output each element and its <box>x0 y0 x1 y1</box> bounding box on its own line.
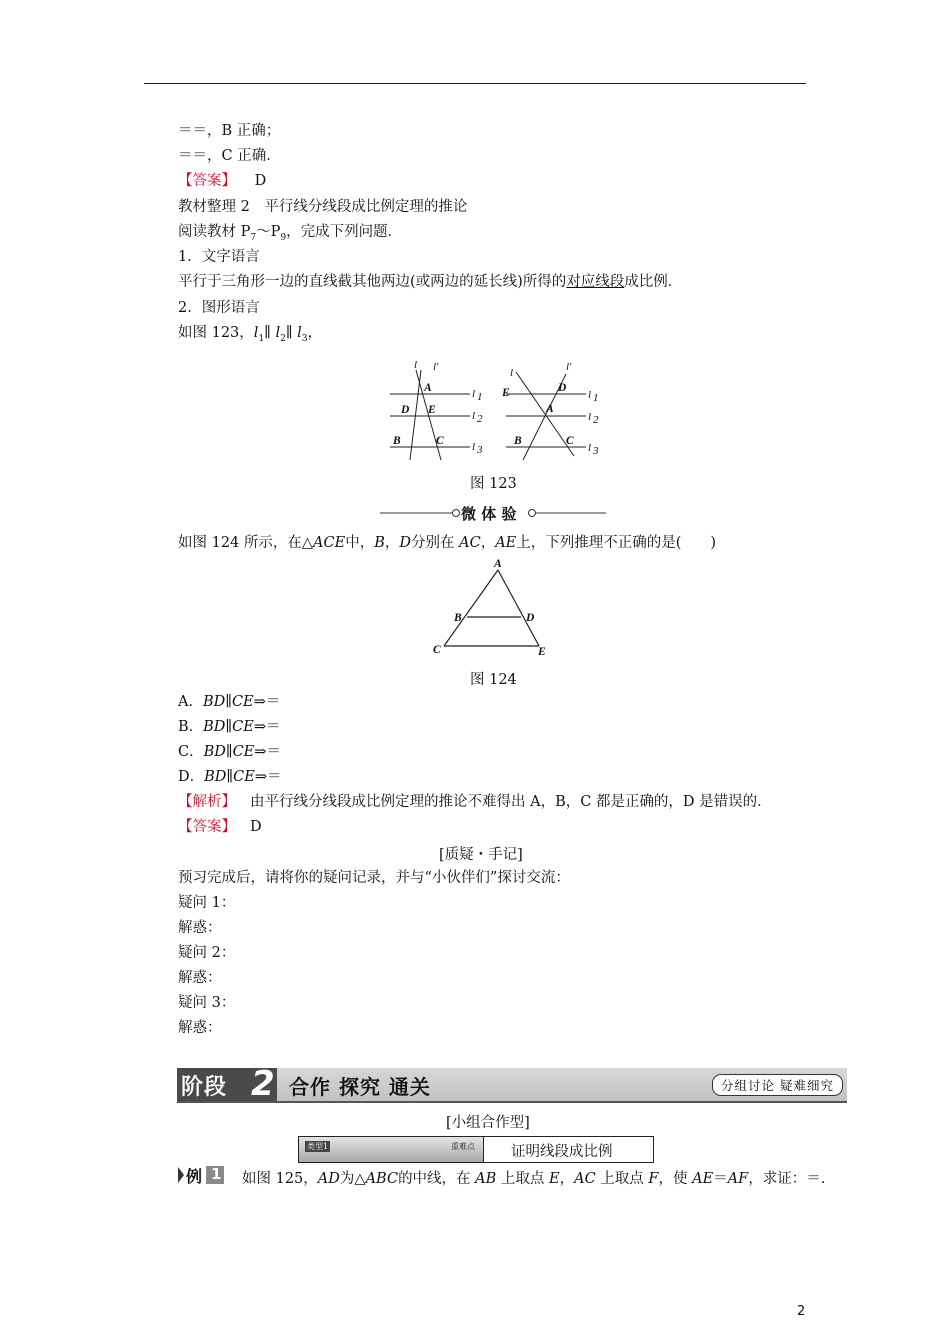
ex-part: F <box>648 1171 659 1187</box>
fig-label: l <box>472 410 476 422</box>
fig-label: l <box>472 388 476 400</box>
fig-label: D <box>558 382 567 394</box>
stage-number: 2 <box>251 1064 275 1104</box>
fig-label: E <box>428 404 436 416</box>
type-box-separator <box>483 1137 484 1162</box>
option-a[interactable] <box>178 692 280 712</box>
fig-label: l <box>414 359 418 371</box>
item2-title: 2．图形语言 <box>178 300 260 316</box>
fig-label-c: C <box>433 644 441 656</box>
q-part: B <box>374 535 385 551</box>
fig-label: 3 <box>477 444 483 456</box>
notes-intro: 预习完成后，请将你的疑问记录，并与“小伙伴们”探讨交流： <box>178 870 570 886</box>
option-expr: BD∥CE <box>202 694 254 710</box>
example-badge-num: 1 <box>211 1165 222 1183</box>
ex-part: AB <box>475 1171 497 1187</box>
option-letter: D． <box>178 769 205 785</box>
fig-label: B <box>393 435 401 447</box>
figure-124 <box>428 556 558 660</box>
figure-124-caption: 图 124 <box>470 672 517 688</box>
option-letter: A． <box>178 694 203 710</box>
fig-label-d: D <box>526 612 535 624</box>
ex-part: AE <box>692 1171 714 1187</box>
fig-label: l <box>588 411 592 423</box>
figure-123-caption: 图 123 <box>470 476 517 492</box>
item1-text-a: 平行于三角形一边的直线截其他两边(或两边的延长线)所得的 <box>178 274 567 290</box>
l1-sub: 1 <box>258 333 265 344</box>
type-label: 类型1 <box>307 1142 329 1151</box>
answer-2-label: 解惑： <box>178 970 222 986</box>
stage-banner-dark <box>177 1064 277 1104</box>
ex-part: AD <box>317 1171 340 1187</box>
read-task <box>178 222 402 248</box>
q-part: AE <box>495 535 517 551</box>
stage-title: 合作 探究 通关 <box>289 1075 431 1099</box>
option-arrow: ⇒＝ <box>254 769 282 785</box>
option-d[interactable] <box>178 767 281 787</box>
type-text: 证明线段成比例 <box>511 1144 613 1160</box>
ex-part: ，求证：＝. <box>748 1171 826 1187</box>
figure-123 <box>388 356 608 466</box>
page-number: 2 <box>797 1304 806 1319</box>
read-task-sub2: 9 <box>280 232 287 243</box>
fig-label: 1 <box>477 391 483 403</box>
question-2-label: 疑问 2： <box>178 945 236 961</box>
item1-underlined: 对应线段 <box>566 274 625 290</box>
option-letter: C． <box>178 744 204 760</box>
stage-label: 阶段 <box>181 1075 228 1100</box>
fig-label: 2 <box>593 414 599 426</box>
fig-label: l <box>588 442 592 454</box>
stage-tag: 分组讨论 疑难细究 <box>712 1074 843 1096</box>
parallel-sign: ∥ <box>264 325 271 341</box>
answer-tag: 【答案】 <box>178 173 236 189</box>
answer-line <box>178 817 262 837</box>
option-expr: BD∥CE <box>204 769 255 785</box>
l3-sub: 3 <box>301 333 308 344</box>
read-task-sub1: 7 <box>250 232 257 243</box>
example-badge-text: 例 <box>186 1167 203 1186</box>
answer-3-label: 解惑： <box>178 1020 222 1036</box>
weitiyan-title: 微 体 验 <box>461 505 517 523</box>
ex-part: AC <box>574 1171 596 1187</box>
side-ae <box>498 570 539 646</box>
answer-value: D <box>250 819 262 835</box>
option-letter: B． <box>178 719 204 735</box>
fig-label: D <box>401 404 410 416</box>
q-part: 分别在 <box>411 535 460 551</box>
analysis-text: 由平行线分线段成比例定理的推论不难得出 A，B，C 都是正确的，D 是错误的． <box>250 794 772 810</box>
section-title: 教材整理 2 平行线分线段成比例定理的推论 <box>178 199 468 215</box>
item1-text <box>178 272 682 292</box>
l1-symbol: l <box>253 325 259 341</box>
fig-label: E <box>502 387 510 399</box>
ex-part: E <box>549 1171 560 1187</box>
read-task-a: 阅读教材 P <box>178 224 251 240</box>
q-part: 如图 124 所示，在△ <box>178 535 314 551</box>
ex-part: 的中线，在 <box>398 1171 476 1187</box>
ex-part: 上取点 <box>595 1171 649 1187</box>
answer-1-label: 解惑： <box>178 920 222 936</box>
stage-banner <box>177 1064 847 1104</box>
fig-label: l′ <box>566 361 572 373</box>
item1-title: 1．文字语言 <box>178 249 260 265</box>
option-arrow: ⇒＝ <box>253 694 281 710</box>
fig-label: C <box>566 435 574 447</box>
fig-label: l <box>472 441 476 453</box>
l3-symbol: l <box>297 325 302 341</box>
ex-part: ＝ <box>713 1171 728 1187</box>
item2-text-a: 如图 123， <box>178 325 254 341</box>
question-3-label: 疑问 3： <box>178 995 236 1011</box>
side-ac <box>444 570 498 646</box>
fig-label: A <box>546 403 554 415</box>
fig-label: l <box>588 389 592 401</box>
analysis-line <box>178 792 772 812</box>
ex-part: 为△ <box>339 1171 366 1187</box>
fig-label-a: A <box>494 558 502 570</box>
fig-label: A <box>424 382 432 394</box>
fig-label-b: B <box>454 612 462 624</box>
header-rule <box>144 83 806 84</box>
ex-part: ABC <box>365 1171 399 1187</box>
question-1-label: 疑问 1： <box>178 895 236 911</box>
q-part: D <box>399 535 411 551</box>
example-text <box>242 1167 825 1188</box>
fig-label: l′ <box>433 361 439 373</box>
item2-text-end: ， <box>307 325 323 341</box>
answer-value: D <box>254 173 267 189</box>
answer-line <box>178 171 266 191</box>
parallel-sign: ∥ <box>285 325 293 341</box>
option-arrow: ⇒＝ <box>254 744 281 760</box>
q-part: 上，下列推理不正确的是( ) <box>516 535 717 551</box>
fig-label: B <box>514 435 522 447</box>
fig-label: 1 <box>593 392 599 404</box>
item2-text <box>178 323 322 349</box>
q-part: AC <box>459 535 481 551</box>
l2-symbol: l <box>275 325 281 341</box>
ex-part: ，使 <box>658 1171 693 1187</box>
question-text <box>178 533 716 553</box>
read-task-mid: ～P <box>256 224 281 240</box>
analysis-tag: 【解析】 <box>178 794 236 810</box>
fig-label: C <box>436 435 444 447</box>
item1-text-b: 成比例． <box>624 274 683 290</box>
option-b[interactable] <box>178 717 280 737</box>
q-part: 中， <box>345 535 375 551</box>
option-expr: BD∥CE <box>203 744 255 760</box>
l2-sub: 2 <box>280 333 286 344</box>
group-title: [小组合作型] <box>446 1115 530 1131</box>
fig-label: 3 <box>593 445 599 457</box>
type-box <box>298 1136 654 1163</box>
type-box-gray <box>299 1137 483 1162</box>
fig-label: 2 <box>477 413 483 425</box>
ex-part: ， <box>559 1171 575 1187</box>
ex-part: AF <box>727 1171 749 1187</box>
ex-part: 如图 125， <box>242 1171 318 1187</box>
ex-part: 上取点 <box>496 1171 550 1187</box>
q-part: ， <box>384 535 400 551</box>
fig-label-e: E <box>538 646 546 658</box>
fig-label: l <box>510 367 514 379</box>
type-label-2: 重难点 <box>451 1142 475 1151</box>
text-line: ＝＝，B 正确； <box>178 123 281 139</box>
text-line: ＝＝，C 正确． <box>178 148 281 164</box>
read-task-end: ，完成下列问题． <box>286 224 403 240</box>
option-expr: BD∥CE <box>203 719 254 735</box>
q-part: ACE <box>313 535 346 551</box>
q-part: ， <box>480 535 496 551</box>
notes-title: [质疑・手记] <box>439 847 523 863</box>
answer-tag: 【答案】 <box>178 819 236 835</box>
option-c[interactable] <box>178 742 281 762</box>
option-arrow: ⇒＝ <box>253 719 281 735</box>
